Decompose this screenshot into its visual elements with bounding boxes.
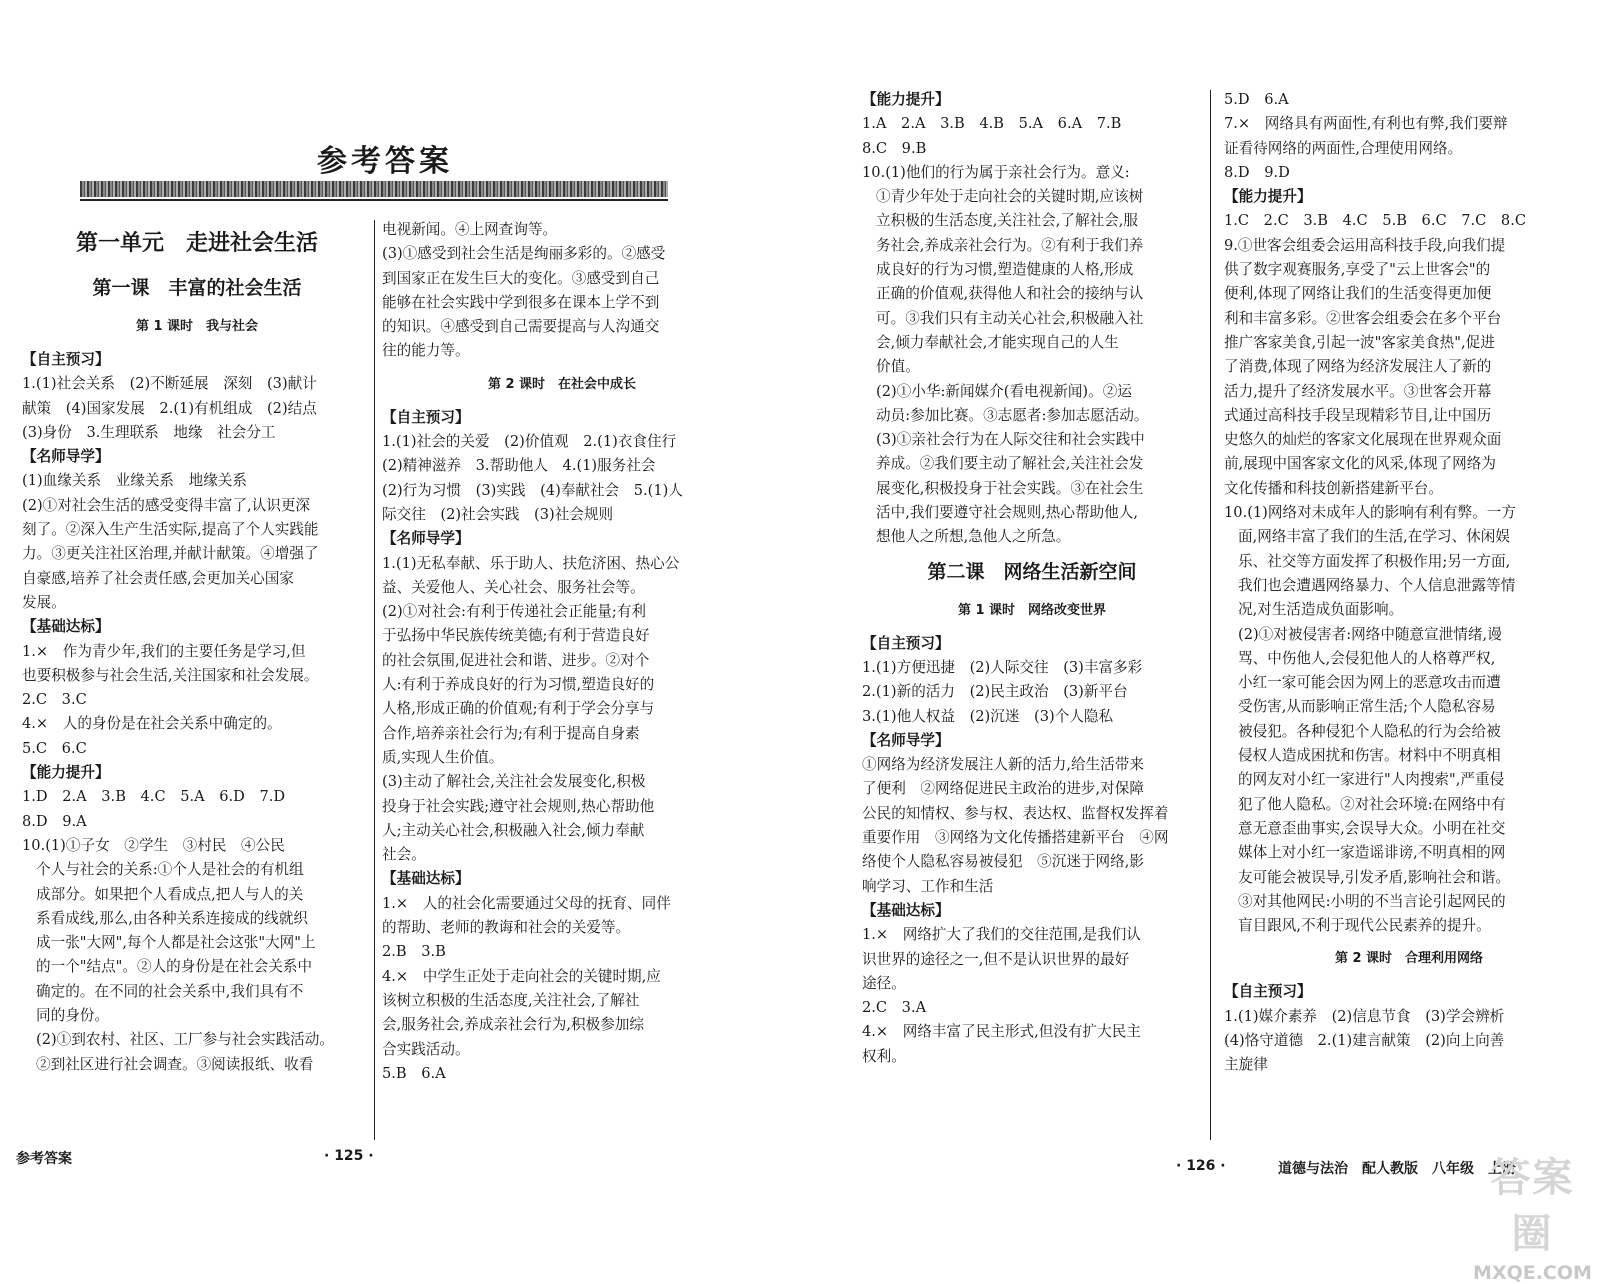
section-heading: 【基础达标】 (862, 901, 950, 919)
answer-line: 7.× 网络具有两面性,有利也有弊,我们要辩 (1224, 115, 1508, 133)
answer-line: 活力,提升了经济发展水平。③世客会开幕 (1224, 382, 1492, 400)
chapter-heading: 第二课 网络生活新空间 (927, 560, 1137, 583)
section-heading: 【自主预习】 (1224, 983, 1312, 1001)
section-heading: 【名师导学】 (382, 530, 470, 548)
answer-line: 价值。 (876, 358, 920, 376)
answer-line: 8.C 9.B (862, 139, 927, 157)
answer-line: 人格,形成正确的价值观;有利于学会分享与 (382, 700, 655, 718)
answer-line: 重要作用 ③网络为文化传播搭建新平台 ④网 (862, 829, 1169, 847)
answer-line: 盲目跟风,不利于现代公民素养的提升。 (1238, 917, 1491, 935)
answer-line: 文化传播和科技创新搭建新平台。 (1224, 479, 1443, 497)
answer-line: 1.(1)媒介素养 (2)信息节食 (3)学会辨析 (1224, 1007, 1505, 1025)
answer-line: 推广客家美食,引起一波"客家美食热",促进 (1224, 333, 1495, 351)
answer-line: 1.(1)社会的关爱 (2)价值观 2.(1)衣食住行 (382, 433, 677, 451)
answer-line: 骂、中伤他人,会侵犯他人的人格尊严权, (1238, 649, 1496, 667)
answer-line: 合作,培养亲社会行为;有利于提高自身素 (382, 724, 640, 742)
answer-line: 史悠久的灿烂的客家文化展现在世界观众面 (1224, 431, 1502, 449)
answer-line: 往的能力等。 (382, 342, 470, 360)
answer-line: 了消费,体现了网络为经济发展注人了新的 (1224, 358, 1492, 376)
answer-line: (4)恪守道德 2.(1)建言献策 (2)向上向善 (1224, 1031, 1505, 1049)
answer-line: 社会。 (382, 846, 426, 864)
answer-line: 成部分。如果把个人看成点,把人与人的关 (36, 885, 304, 903)
answer-line: 意无意歪曲事实,会误导大众。小明在社交 (1238, 819, 1506, 837)
answer-line: 1.× 人的社会化需要通过父母的抚育、同伴 (382, 894, 671, 912)
answer-line: 被侵犯。各种侵犯个人隐私的行为会给被 (1238, 722, 1501, 740)
answer-line: 刻了。②深入生产生活实际,提高了个人实践能 (22, 521, 319, 539)
answer-line: 人:有利于养成良好的行为习惯,塑造良好的 (382, 676, 655, 694)
watermark-badge: 答案圈 (1490, 1155, 1575, 1257)
answer-line: 成一张"大网",每个人都是社会这张"大网"上 (36, 934, 316, 952)
answer-line: 于弘扬中华民族传统美德;有利于营造良好 (382, 627, 650, 645)
watermark-logo (1470, 1150, 1595, 1284)
chapter-heading: 第一课 丰富的社会生活 (92, 277, 302, 299)
answer-line: 1.× 网络扩大了我们的交往范围,是我们认 (862, 926, 1141, 944)
answer-line: ②到社区进行社会调查。③阅读报纸、收看 (36, 1055, 314, 1073)
answer-line: 的帮助、老师的教诲和社会的关爱等。 (382, 919, 631, 937)
answer-line: (3)①感受到社会生活是绚丽多彩的。②感受 (382, 245, 666, 263)
section-heading: 【基础达标】 (22, 618, 110, 636)
answer-line: 4.× 网络丰富了民主形式,但没有扩大民主 (862, 1023, 1141, 1041)
answer-line: 电视新闻。④上网查询等。 (382, 221, 558, 238)
answer-line: 2.C 3.A (862, 999, 927, 1017)
answer-line: 2.C 3.C (22, 691, 87, 709)
answer-line: 会,服务社会,养成亲社会行为,积极参加综 (382, 1016, 645, 1034)
answer-line: 犯了他人隐私。②对社会环境:在网络中有 (1238, 795, 1506, 813)
answer-line: 能够在社会实践中学到很多在课本上学不到 (382, 293, 660, 311)
watermark-domain: MXQE.COM (1473, 1262, 1592, 1284)
footer-left-label: 参考答案 (16, 1151, 72, 1167)
answer-line: 10.(1)他们的行为属于亲社会行为。意义: (862, 163, 1130, 181)
title-decorative-bar (80, 181, 668, 197)
footer-right-label: 道德与法治 配人教版 八年级 上册 (1278, 1161, 1516, 1177)
answer-line: 3.(1)他人权益 (2)沉迷 (3)个人隐私 (862, 707, 1114, 725)
answer-line: 10.(1)网络对未成年人的影响有利有弊。一方 (1224, 504, 1516, 522)
footer-left-page-number: · 125 · (324, 1148, 374, 1164)
left-page-column-1 (22, 218, 372, 1077)
answer-line: 投身于社会实践;遵守社会规则,热心帮助他 (382, 797, 655, 815)
answer-line: 识世界的途径之一,但不是认识世界的最好 (862, 950, 1130, 968)
answer-line: (2)行为习惯 (3)实践 (4)奉献社会 5.(1)人 (382, 481, 683, 499)
answer-line: 10.(1)①子女 ②学生 ③村民 ④公民 (22, 836, 285, 854)
answer-line: 权利。 (862, 1047, 906, 1065)
answer-line: 可。③我们只有主动关心社会,积极融入社 (876, 309, 1144, 327)
answer-line: ①青少年处于走向社会的关键时期,应该树 (876, 188, 1144, 206)
chapter-heading: 第 1 课时 我与社会 (135, 319, 259, 334)
answer-line: 1.(1)社会关系 (2)不断延展 深刻 (3)献计 (22, 375, 317, 393)
section-heading: 【名师导学】 (862, 731, 950, 749)
answer-line: 式通过高科技手段呈现精彩节目,让中国历 (1224, 406, 1492, 424)
answer-line: 前,展现中国客家文化的风采,体现了网络为 (1224, 455, 1496, 473)
answer-line: ③对其他网民:小明的不当言论引起网民的 (1238, 892, 1506, 910)
answer-line: 确定的。在不同的社会关系中,我们具有不 (36, 982, 304, 1000)
answer-line: 况,对生活造成负面影响。 (1238, 601, 1404, 619)
answer-line: 的网友对小红一家进行"人肉搜索",严重侵 (1238, 771, 1505, 789)
answer-line: 供了数字观赛服务,享受了"云上世客会"的 (1224, 261, 1491, 279)
answer-line: 质,实现人生价值。 (382, 748, 504, 766)
answer-line: 动员:参加比赛。③志愿者:参加志愿活动。 (876, 406, 1149, 424)
answer-line: 的一个"结点"。②人的身份是在社会关系中 (36, 958, 313, 976)
answer-line: 个人与社会的关系:①个人是社会的有机组 (36, 861, 304, 879)
section-heading: 【能力提升】 (862, 91, 950, 108)
answer-line: 利和丰富多彩。②世客会组委会在多个平台 (1224, 309, 1502, 327)
chapter-heading: 第 2 课时 在社会中成长 (487, 376, 637, 392)
answer-line: (2)①对社会:有利于传递社会正能量;有利 (382, 603, 647, 621)
answer-line: 正确的价值观,获得他人和社会的接纳与认 (876, 285, 1144, 303)
answer-line: 5.B 6.A (382, 1064, 446, 1082)
answer-line: 活中,我们要遵守社会规则,热心帮助他人, (876, 504, 1139, 522)
chapter-heading: 第 2 课时 合理利用网络 (1334, 951, 1484, 967)
answer-line: 小红一家可能会因为网上的恶意攻击而遭 (1238, 674, 1501, 692)
section-heading: 【自主预习】 (862, 634, 950, 652)
answer-line: 侵权人造成困扰和伤害。材料中不明真相 (1238, 747, 1501, 765)
answer-line: 媒体上对小红一家造谣诽谤,不明真相的网 (1238, 844, 1506, 862)
answer-line: 同的身份。 (36, 1007, 109, 1025)
section-heading: 【能力提升】 (1224, 188, 1312, 206)
chapter-heading: 第 1 课时 网络改变世界 (957, 602, 1107, 618)
answer-line: 证看待网络的两面性,合理使用网络。 (1224, 139, 1463, 157)
answer-line: (2)精神滋养 3.帮助他人 4.(1)服务社会 (382, 457, 656, 475)
answer-line: 该树立积极的生活态度,关注社会,了解社 (382, 991, 640, 1009)
answer-line: 1.A 2.A 3.B 4.B 5.A 6.A 7.B (862, 115, 1122, 133)
answer-line: 展变化,积极投身于社会实践。③在社会生 (876, 479, 1144, 497)
answer-line: 便利,体现了网络让我们的生活变得更加便 (1224, 285, 1492, 303)
answer-line: 1.(1)方便迅捷 (2)人际交往 (3)丰富多彩 (862, 658, 1143, 676)
answer-line: 受伤害,从而影响正常生活;个人隐私容易 (1238, 698, 1496, 716)
answer-line: 务社会,养成亲社会行为。②有利于我们养 (876, 236, 1144, 254)
answer-line: 发展。 (22, 593, 66, 611)
answer-line: 自豪感,培养了社会责任感,会更加关心国家 (22, 569, 294, 587)
answer-line: 络使个人隐私容易被侵犯 ⑤沉迷于网络,影 (862, 853, 1144, 871)
answer-line: 4.× 中学生正处于走向社会的关键时期,应 (382, 967, 661, 985)
answer-line: (3)主动了解社会,关注社会发展变化,积极 (382, 773, 646, 791)
answer-line: 益、关爱他人、关心社会、服务社会等。 (382, 578, 645, 596)
chapter-heading: 第一单元 走进社会生活 (75, 231, 318, 256)
column-divider-right (1210, 90, 1211, 1140)
answer-line: (2)①小华:新闻媒介(看电视新闻)。②运 (876, 382, 1132, 400)
answer-line: 成良好的行为习惯,塑造健康的人格,形成 (876, 261, 1134, 279)
column-divider-left (374, 220, 375, 1140)
answer-line: (1)血缘关系 业缘关系 地缘关系 (22, 472, 247, 490)
answer-line: 我们也会遭遇网络暴力、个人信息泄露等情 (1238, 576, 1516, 594)
answer-line: 想他人之所想,急他人之所急。 (876, 528, 1071, 546)
answer-line: (3)①亲社会行为在人际交往和社会实践中 (876, 431, 1145, 449)
answer-line: 力。③更关注社区治理,并献计献策。④增强了 (22, 545, 319, 563)
answer-line: 的知识。④感受到自己需要提高与人沟通交 (382, 318, 660, 336)
answer-line: 会,倾力奉献社会,才能实现自己的人生 (876, 333, 1119, 351)
answer-line: 5.D 6.A (1224, 91, 1289, 108)
answer-line: 也要积极参与社会生活,关注国家和社会发展。 (22, 666, 319, 684)
section-heading: 【自主预习】 (22, 351, 110, 368)
answer-line: ①网络为经济发展注人新的活力,给生活带来 (862, 756, 1144, 774)
answer-line: 1.C 2.C 3.B 4.C 5.B 6.C 7.C 8.C (1224, 212, 1526, 230)
answer-line: 养成。②我们要主动了解社会,关注社会发 (876, 455, 1144, 473)
answer-line: 立积极的生活态度,关注社会,了解社会,服 (876, 212, 1139, 230)
answer-line: 5.C 6.C (22, 739, 87, 757)
answer-line: 1.(1)无私奉献、乐于助人、扶危济困、热心公 (382, 554, 680, 572)
answer-line: 4.× 人的身份是在社会关系中确定的。 (22, 715, 282, 733)
answer-line: (2)①对被侵害者:网络中随意宣泄情绪,谩 (1238, 625, 1502, 643)
answer-line: 1.× 作为青少年,我们的主要任务是学习,但 (22, 642, 306, 660)
right-page-column-2 (1224, 88, 1594, 1078)
title-underline (80, 199, 668, 201)
answer-line: (2)①到农村、社区、工厂参与社会实践活动。 (36, 1031, 334, 1049)
answer-line: 2.(1)新的活力 (2)民主政治 (3)新平台 (862, 683, 1128, 701)
section-heading: 【名师导学】 (22, 448, 110, 466)
answer-line: 途径。 (862, 974, 906, 992)
answer-line: (3)身份 3.生理联系 地缘 社会分工 (22, 423, 276, 441)
answer-line: 了便利 ②网络促进民主政治的进步,对保障 (862, 780, 1144, 798)
right-page-column-1 (862, 88, 1202, 1069)
section-heading: 【能力提升】 (22, 764, 110, 782)
answer-line: 8.D 9.A (22, 812, 87, 830)
answer-line: 友可能会被误导,引发矛盾,影响社会和谐。 (1238, 868, 1510, 886)
answer-line: (2)①对社会生活的感受变得丰富了,认识更深 (22, 496, 311, 514)
answer-line: 系看成线,那么,由各种关系连接成的线就织 (36, 909, 308, 927)
answer-line: 合实践活动。 (382, 1040, 470, 1058)
answer-line: 献策 (4)国家发展 2.(1)有机组成 (2)结点 (22, 399, 317, 417)
section-heading: 【基础达标】 (382, 870, 470, 888)
answer-line: 面,网络丰富了我们的生活,在学习、休闲娱 (1238, 528, 1510, 546)
answer-line: 公民的知情权、参与权、表达权、监督权发挥着 (862, 804, 1169, 822)
left-page-column-2 (382, 218, 742, 1086)
answer-line: 2.B 3.B (382, 943, 446, 961)
answer-line: 响学习、工作和生活 (862, 877, 994, 895)
answer-line: 到国家正在发生巨大的变化。③感受到自己 (382, 269, 660, 287)
answer-line: 主旋律 (1224, 1056, 1268, 1074)
section-heading: 【自主预习】 (382, 408, 470, 426)
answer-line: 8.D 9.D (1224, 163, 1290, 181)
answer-line: 1.D 2.A 3.B 4.C 5.A 6.D 7.D (22, 788, 286, 806)
answer-line: 9.①世客会组委会运用高科技手段,向我们提 (1224, 236, 1506, 254)
page-title: 参考答案 (317, 144, 453, 179)
answer-line: 的社会氛围,促进社会和谐、进步。②对个 (382, 651, 650, 669)
footer-right-page-number: · 126 · (1176, 1158, 1226, 1174)
answer-line: 人;主动关心社会,积极融入社会,倾力奉献 (382, 821, 645, 839)
answer-line: 乐、社交等方面发挥了积极作用;另一方面, (1238, 552, 1511, 570)
answer-line: 际交往 (2)社会实践 (3)社会规则 (382, 505, 614, 523)
